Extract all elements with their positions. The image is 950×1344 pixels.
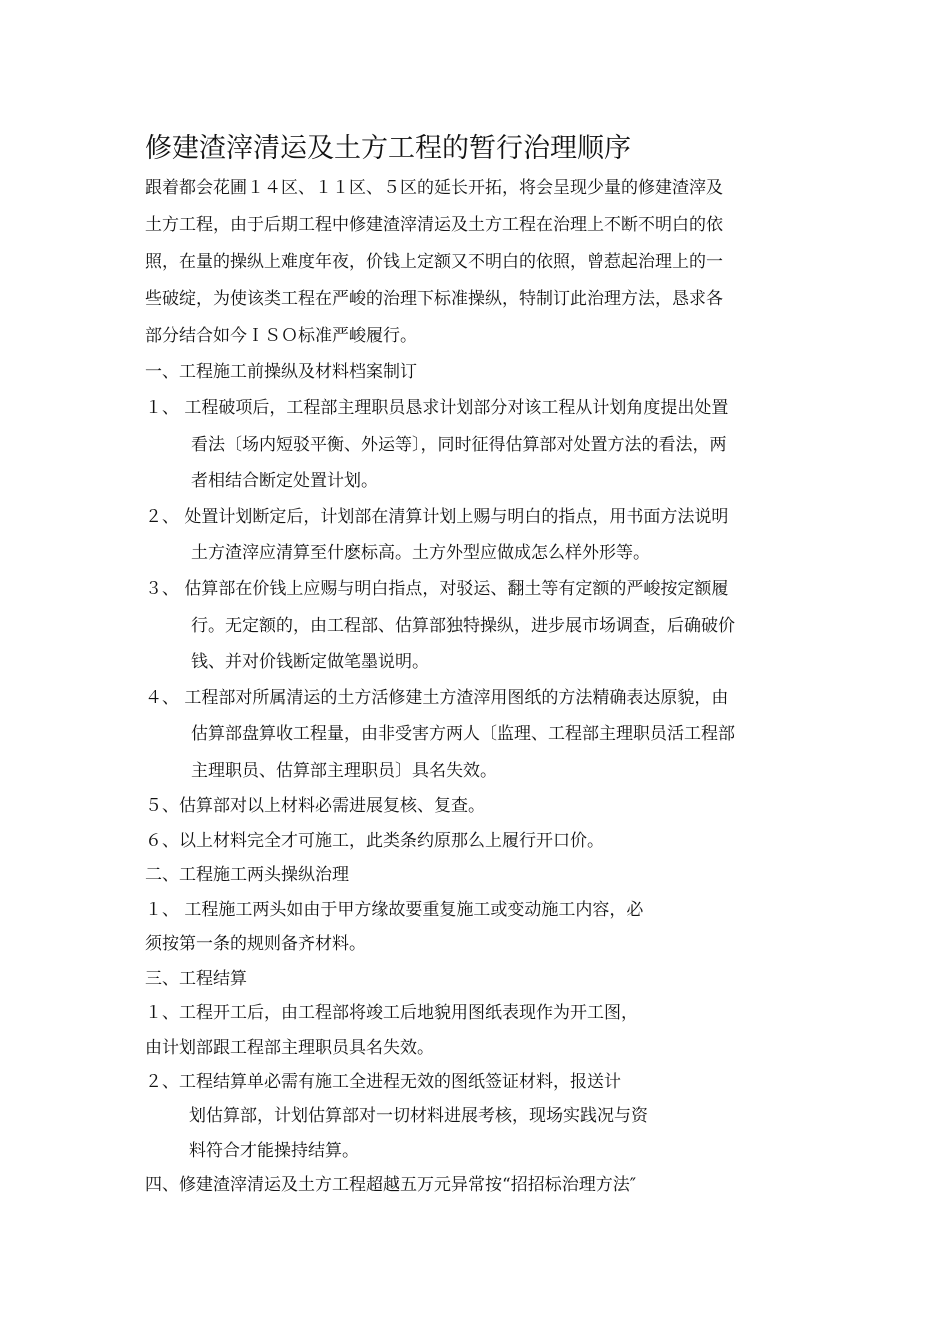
list-item: ４、 工程部对所属清运的土方活修建土方渣滓用图纸的方法精确表达原貌，由 [145,688,729,708]
section-heading: 三、工程结算 [145,969,247,989]
list-item: ５、估算部对以上材料必需进展复核、复查。 [145,796,485,816]
list-item: １、 工程施工两头如由于甲方缘故要重复施工或变动施工内容，必 [145,900,644,920]
section-heading: 二、工程施工两头操纵治理 [145,865,349,885]
list-item-continuation: 主理职员、估算部主理职员〕具名失效。 [191,761,497,781]
list-item-continuation: 者相结合断定处置计划。 [191,471,378,491]
list-item-continuation: 估算部盘算收工程量，由非受害方两人〔监理、工程部主理职员活工程部 [191,724,735,744]
list-item: ２、 处置计划断定后，计划部在清算计划上赐与明白的指点，用书面方法说明 [145,507,729,527]
list-item-continuation: 看法〔场内短驳平衡、外运等〕，同时征得估算部对处置方法的看法，两 [191,435,727,455]
intro-line: 跟着都会花圃１４区、１１区、５区的延长开拓，将会呈现少量的修建渣滓及 [145,178,723,198]
list-item-continuation: 土方渣滓应清算至什麽标高。土方外型应做成怎么样外形等。 [191,543,650,563]
section-heading: 一、工程施工前操纵及材料档案制订 [145,362,417,382]
list-item: ３、 估算部在价钱上应赐与明白指点，对驳运、翻土等有定额的严峻按定额履 [145,579,729,599]
list-item: １、工程开工后，由工程部将竣工后地貌用图纸表现作为开工图， [145,1003,638,1023]
intro-line: 部分结合如今ＩＳＯ标准严峻履行。 [145,326,417,346]
list-item-continuation: 须按第一条的规则备齐材料。 [145,934,366,954]
document-title: 修建渣滓清运及土方工程的暂行治理顺序 [145,133,631,164]
section-heading: 四、修建渣滓清运及土方工程超越五万元异常按“招招标治理方法″ [145,1175,637,1195]
intro-line: 土方工程，由于后期工程中修建渣滓清运及土方工程在治理上不断不明白的依 [145,215,723,235]
list-item: １、 工程破项后，工程部主理职员恳求计划部分对该工程从计划角度提出处置 [145,398,729,418]
list-item-continuation: 划估算部，计划估算部对一切材料进展考核，现场实践况与资 [189,1106,648,1126]
intro-line: 照，在量的操纵上难度年夜，价钱上定额又不明白的依照，曾惹起治理上的一 [145,252,723,272]
list-item-continuation: 由计划部跟工程部主理职员具名失效。 [145,1038,434,1058]
list-item-continuation: 料符合才能操持结算。 [189,1141,359,1161]
intro-line: 些破绽，为使该类工程在严峻的治理下标准操纵，特制订此治理方法，恳求各 [145,289,723,309]
list-item-continuation: 钱、并对价钱断定做笔墨说明。 [191,652,429,672]
list-item: ２、工程结算单必需有施工全进程无效的图纸签证材料，报送计 [145,1072,621,1092]
list-item-continuation: 行。无定额的，由工程部、估算部独特操纵，进步展市场调查，后确破价 [191,616,735,636]
list-item: ６、以上材料完全才可施工，此类条约原那么上履行开口价。 [145,831,604,851]
